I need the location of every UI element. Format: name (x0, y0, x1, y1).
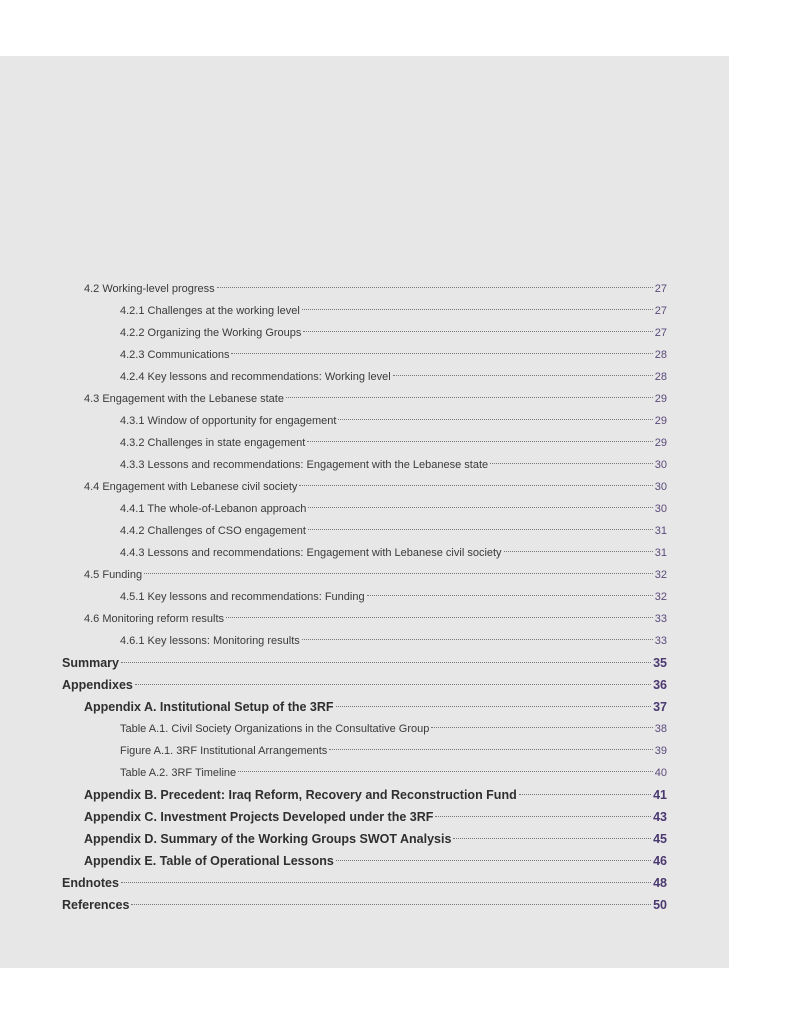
dot-leader (308, 506, 652, 508)
toc-entry-4-3-2[interactable] (62, 432, 667, 454)
toc-entry-page-number: 28 (654, 349, 667, 361)
toc-entry-page-number: 40 (654, 767, 667, 779)
toc-entry-label: Summary (62, 656, 119, 670)
toc-entry-4-3[interactable] (62, 388, 667, 410)
toc-entry-label: Appendix A. Institutional Setup of the 3RF (84, 700, 334, 714)
table-of-contents (62, 278, 667, 916)
dot-leader (299, 484, 652, 486)
toc-entry-label: Endnotes (62, 876, 119, 890)
toc-entry-label: Appendix C. Investment Projects Developed under the 3RF (84, 810, 434, 824)
toc-entry-page-number: 39 (654, 745, 667, 757)
toc-entry-references[interactable] (62, 894, 667, 916)
dot-leader (121, 881, 651, 883)
toc-entry-4-3-3[interactable] (62, 454, 667, 476)
toc-entry-page-number: 43 (653, 810, 667, 824)
dot-leader (431, 726, 652, 728)
toc-entry-table-a-1[interactable] (62, 718, 667, 740)
toc-entry-endnotes[interactable] (62, 872, 667, 894)
toc-entry-page-number: 31 (654, 547, 667, 559)
toc-entry-4-4-2[interactable] (62, 520, 667, 542)
toc-entry-page-number: 29 (654, 415, 667, 427)
dot-leader (338, 418, 652, 420)
dot-leader (226, 616, 653, 618)
toc-entry-label: Figure A.1. 3RF Institutional Arrangements (120, 745, 328, 757)
dot-leader (217, 286, 653, 288)
toc-entry-page-number: 33 (654, 635, 667, 647)
toc-entry-label: 4.2.4 Key lessons and recommendations: Working level (120, 371, 391, 383)
toc-entry-label: 4.3.3 Lessons and recommendations: Engagement with the Lebanese state (120, 459, 489, 471)
dot-leader (308, 528, 653, 530)
toc-entry-page-number: 30 (654, 481, 667, 493)
toc-entry-label: 4.2 Working-level progress (84, 283, 215, 295)
dot-leader (307, 440, 652, 442)
toc-entry-appendix-e[interactable] (62, 850, 667, 872)
toc-entry-label: 4.4.1 The whole-of-Lebanon approach (120, 503, 307, 515)
toc-entry-4-4-1[interactable] (62, 498, 667, 520)
toc-entry-label: Table A.2. 3RF Timeline (120, 767, 237, 779)
toc-entry-label: 4.6.1 Key lessons: Monitoring results (120, 635, 300, 647)
toc-entry-4-6[interactable] (62, 608, 667, 630)
dot-leader (303, 330, 652, 332)
toc-entry-page-number: 30 (654, 459, 667, 471)
toc-entry-page-number: 48 (653, 876, 667, 890)
toc-entry-label: 4.4.2 Challenges of CSO engagement (120, 525, 306, 537)
dot-leader (504, 550, 653, 552)
toc-entry-label: 4.2.3 Communications (120, 349, 230, 361)
toc-entry-label: Table A.1. Civil Society Organizations in the Consultative Group (120, 723, 430, 735)
toc-entry-page-number: 32 (654, 569, 667, 581)
dot-leader (393, 374, 653, 376)
dot-leader (302, 308, 653, 310)
toc-entry-label: Appendix B. Precedent: Iraq Reform, Recovery and Reconstruction Fund (84, 788, 517, 802)
toc-entry-page-number: 35 (653, 656, 667, 670)
toc-entry-label: Appendix D. Summary of the Working Groups SWOT Analysis (84, 832, 452, 846)
toc-entry-appendix-c[interactable] (62, 806, 667, 828)
toc-entry-label: 4.3 Engagement with the Lebanese state (84, 393, 284, 405)
toc-entry-label: 4.5.1 Key lessons and recommendations: Funding (120, 591, 365, 603)
toc-entry-page-number: 29 (654, 393, 667, 405)
dot-leader (367, 594, 653, 596)
toc-entry-4-2-2[interactable] (62, 322, 667, 344)
toc-entry-label: 4.2.2 Organizing the Working Groups (120, 327, 302, 339)
dot-leader (336, 859, 651, 861)
toc-entry-4-3-1[interactable] (62, 410, 667, 432)
toc-entry-label: Appendix E. Table of Operational Lessons (84, 854, 334, 868)
toc-entry-4-2-4[interactable] (62, 366, 667, 388)
toc-entry-label: Appendixes (62, 678, 133, 692)
toc-entry-label: 4.4.3 Lessons and recommendations: Engagement with Lebanese civil society (120, 547, 502, 559)
toc-entry-page-number: 28 (654, 371, 667, 383)
toc-entry-appendixes[interactable] (62, 674, 667, 696)
toc-entry-appendix-a[interactable] (62, 696, 667, 718)
dot-leader (453, 837, 651, 839)
toc-entry-page-number: 50 (653, 898, 667, 912)
dot-leader (302, 638, 653, 640)
dot-leader (490, 462, 653, 464)
dot-leader (329, 748, 652, 750)
toc-entry-label: 4.2.1 Challenges at the working level (120, 305, 300, 317)
toc-entry-page-number: 41 (653, 788, 667, 802)
toc-entry-label: 4.6 Monitoring reform results (84, 613, 224, 625)
toc-entry-figure-a-1[interactable] (62, 740, 667, 762)
dot-leader (131, 903, 651, 905)
toc-entry-label: 4.3.2 Challenges in state engagement (120, 437, 306, 449)
dot-leader (336, 705, 652, 707)
toc-entry-page-number: 38 (654, 723, 667, 735)
toc-entry-page-number: 31 (654, 525, 667, 537)
toc-entry-label: 4.3.1 Window of opportunity for engagement (120, 415, 337, 427)
toc-entry-page-number: 27 (654, 283, 667, 295)
dot-leader (286, 396, 653, 398)
toc-entry-appendix-d[interactable] (62, 828, 667, 850)
toc-entry-page-number: 27 (654, 305, 667, 317)
toc-entry-label: 4.5 Funding (84, 569, 143, 581)
toc-entry-4-2[interactable] (62, 278, 667, 300)
dot-leader (435, 815, 651, 817)
toc-entry-label: References (62, 898, 130, 912)
toc-entry-page-number: 27 (654, 327, 667, 339)
toc-entry-4-5-1[interactable] (62, 586, 667, 608)
dot-leader (121, 661, 651, 663)
toc-entry-page-number: 46 (653, 854, 667, 868)
toc-entry-page-number: 32 (654, 591, 667, 603)
toc-entry-4-2-1[interactable] (62, 300, 667, 322)
dot-leader (238, 770, 653, 772)
toc-entry-appendix-b[interactable] (62, 784, 667, 806)
toc-entry-page-number: 37 (653, 700, 667, 714)
toc-entry-4-2-3[interactable] (62, 344, 667, 366)
toc-entry-page-number: 36 (653, 678, 667, 692)
toc-entry-page-number: 30 (654, 503, 667, 515)
toc-entry-page-number: 45 (653, 832, 667, 846)
toc-entry-4-6-1[interactable] (62, 630, 667, 652)
dot-leader (144, 572, 653, 574)
toc-entry-4-5[interactable] (62, 564, 667, 586)
dot-leader (231, 352, 652, 354)
toc-entry-summary[interactable] (62, 652, 667, 674)
dot-leader (135, 683, 651, 685)
toc-entry-table-a-2[interactable] (62, 762, 667, 784)
toc-entry-page-number: 33 (654, 613, 667, 625)
dot-leader (519, 793, 651, 795)
toc-entry-page-number: 29 (654, 437, 667, 449)
toc-entry-4-4-3[interactable] (62, 542, 667, 564)
toc-entry-label: 4.4 Engagement with Lebanese civil society (84, 481, 298, 493)
toc-entry-4-4[interactable] (62, 476, 667, 498)
